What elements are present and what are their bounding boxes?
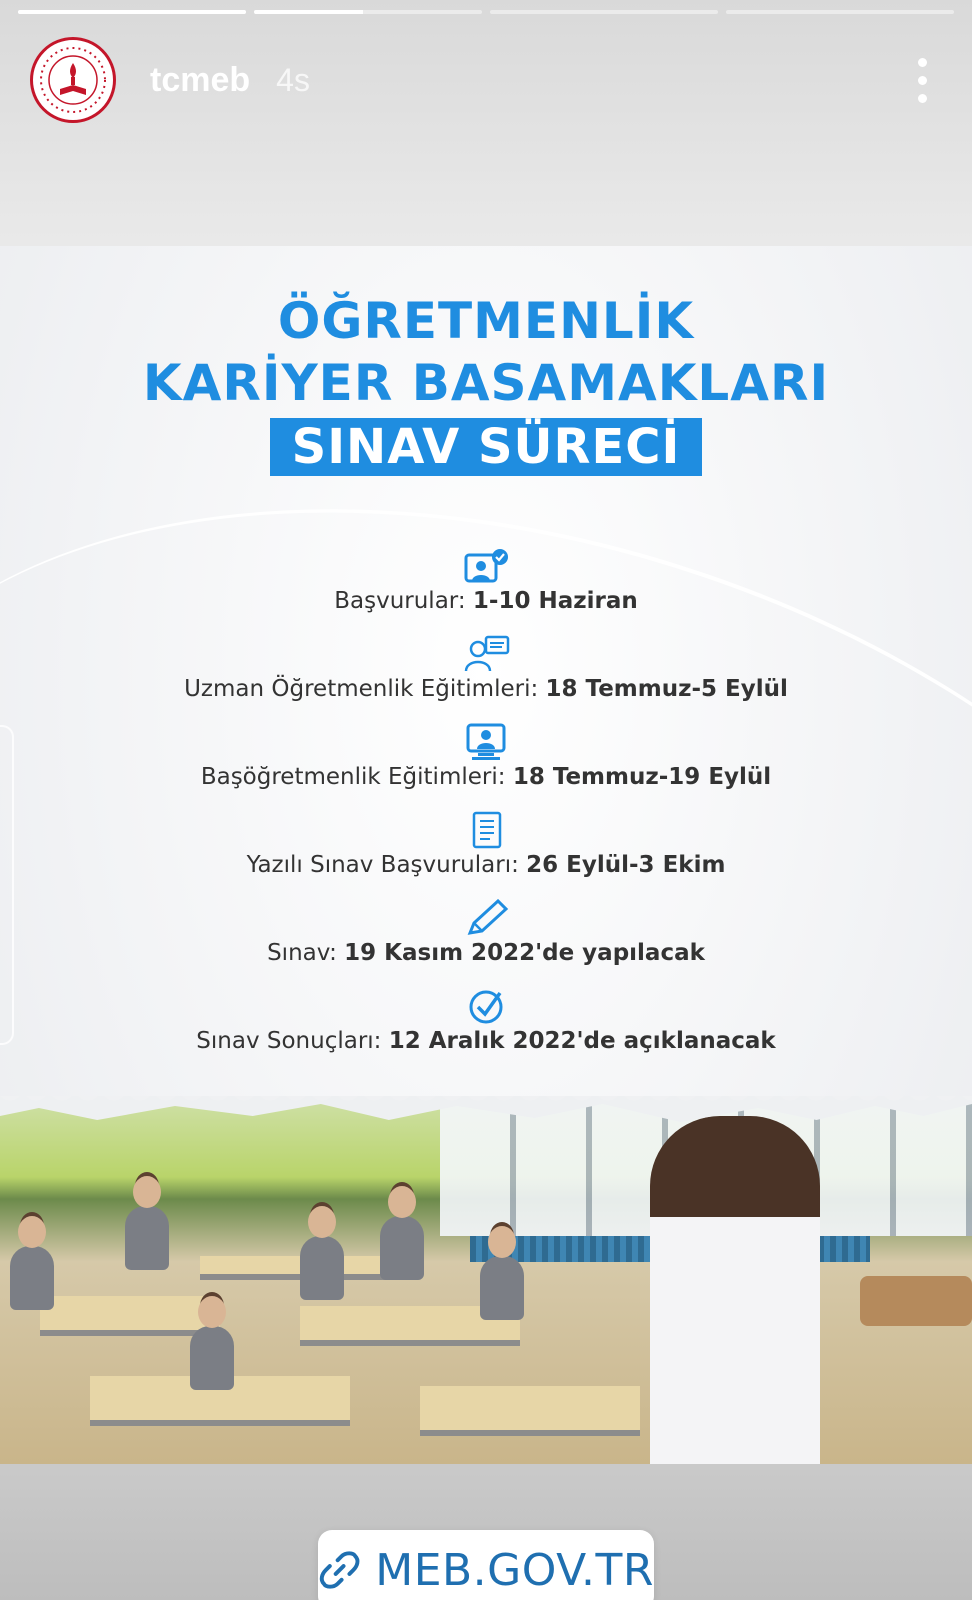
progress-segment xyxy=(490,10,718,14)
progress-segment xyxy=(726,10,954,14)
list-item xyxy=(0,702,972,790)
item-value: 1-10 Haziran xyxy=(472,588,638,614)
item-value: 18 Temmuz-5 Eylül xyxy=(545,676,788,702)
item-label: Başvurular: xyxy=(334,588,466,614)
story-header xyxy=(30,38,942,122)
list-item xyxy=(0,526,972,614)
link-text[interactable]: MEB.GOV.TR xyxy=(375,1544,654,1596)
title-line-1: ÖĞRETMENLİK xyxy=(277,292,695,350)
side-panel-edge xyxy=(0,725,14,1045)
list-item xyxy=(0,614,972,702)
item-label: Uzman Öğretmenlik Eğitimleri: xyxy=(184,676,539,702)
username[interactable]: tcmeb xyxy=(150,60,251,99)
item-label: Başöğretmenlik Eğitimleri: xyxy=(200,764,506,790)
application-icon xyxy=(460,546,512,586)
story-image xyxy=(0,246,972,1464)
title-badge: SINAV SÜRECİ xyxy=(270,418,703,476)
item-value: 19 Kasım 2022'de yapılacak xyxy=(344,940,705,966)
meb-logo-icon xyxy=(38,45,108,115)
story-progress-bars xyxy=(18,10,954,14)
schedule-list xyxy=(0,526,972,1054)
item-value: 12 Aralık 2022'de açıklanacak xyxy=(388,1028,776,1054)
link-sticker[interactable] xyxy=(318,1530,654,1600)
item-label: Sınav: xyxy=(267,940,337,966)
time-ago: 4s xyxy=(276,61,310,98)
presentation-icon xyxy=(460,634,512,674)
list-item xyxy=(0,790,972,878)
progress-segment xyxy=(254,10,482,14)
progress-segment xyxy=(18,10,246,14)
list-item xyxy=(0,966,972,1054)
item-value: 26 Eylül-3 Ekim xyxy=(526,852,726,878)
avatar[interactable] xyxy=(30,37,116,123)
item-value: 18 Temmuz-19 Eylül xyxy=(512,764,772,790)
pencil-icon xyxy=(460,898,512,938)
item-label: Sınav Sonuçları: xyxy=(196,1028,382,1054)
title-line-2: KARİYER BASAMAKLARI xyxy=(142,354,830,412)
poster-title xyxy=(0,290,972,476)
more-options-icon[interactable] xyxy=(902,50,942,110)
classroom-photo xyxy=(0,1096,972,1464)
item-label: Yazılı Sınav Başvuruları: xyxy=(246,852,519,878)
online-training-icon xyxy=(460,722,512,762)
checklist-icon xyxy=(460,810,512,850)
list-item xyxy=(0,878,972,966)
check-circle-icon xyxy=(460,986,512,1026)
link-icon xyxy=(318,1548,361,1592)
